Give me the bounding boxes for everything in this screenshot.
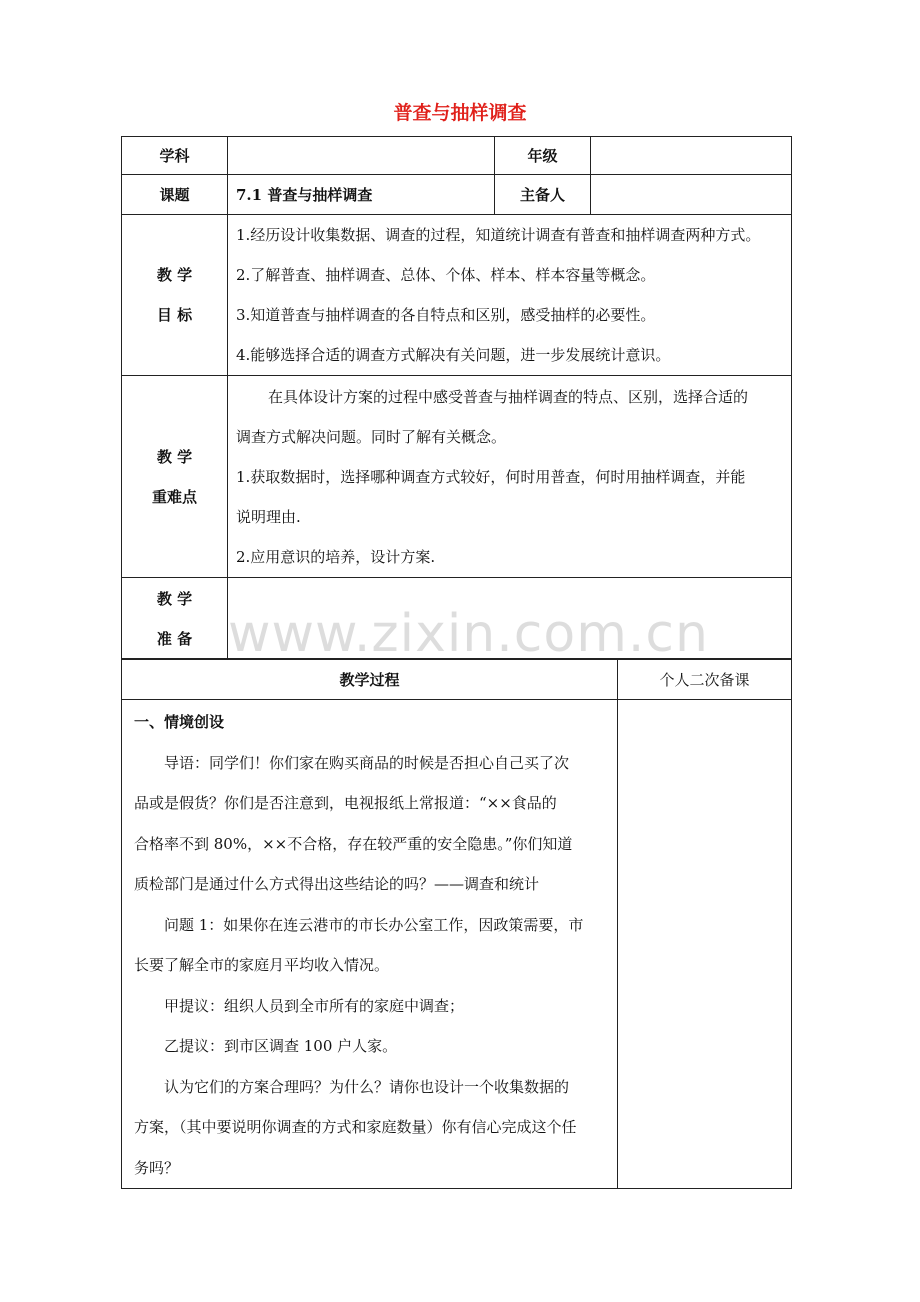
side-notes-header: 个人二次备课 [618,659,792,700]
process-content [122,700,618,1189]
process-line: 认为它们的方案合理吗？为什么？请你也设计一个收集数据的 [164,1077,570,1096]
objectives-label [122,215,228,376]
grade-value [591,137,792,175]
watermark: www.zixin.com.cn [228,604,709,664]
process-line: 导语：同学们！你们家在购买商品的时候是否担心自己买了次 [164,753,570,772]
side-notes-cell [618,700,792,1189]
objectives-content [228,215,792,376]
preparation-label-line1: 教 学 [156,589,193,608]
topic-label: 课题 [122,175,228,215]
key-point-line: 调查方式解决问题。同时了解有关概念。 [236,427,507,446]
key-points-label [122,376,228,578]
preparation-label-line2: 准 备 [156,629,193,648]
process-line: 乙提议：到市区调查 100 户人家。 [164,1037,398,1055]
process-table [121,658,792,1189]
objectives-label-line2: 目 标 [156,306,193,324]
key-point-line: 在具体设计方案的过程中感受普查与抽样调查的特点、区别，选择合适的 [268,387,749,406]
key-points-label-line1: 教 学 [156,447,193,466]
objective-item: 3.知道普查与抽样调查的各自特点和区别，感受抽样的必要性。 [236,306,656,324]
process-line: 方案，（其中要说明你调查的方式和家庭数量）你有信心完成这个任 [134,1118,577,1136]
subject-value [228,137,495,175]
topic-value: 7.1 普查与抽样调查 [228,175,495,215]
subject-label: 学科 [122,137,228,175]
process-line: 甲提议：组织人员到全市所有的家庭中调查； [164,996,465,1015]
section-title: 一、情境创设 [134,713,225,731]
objectives-label-line1: 教 学 [156,266,193,284]
preparer-label: 主备人 [495,175,591,215]
process-header: 教学过程 [122,659,618,700]
objective-item: 4.能够选择合适的调查方式解决有关问题，进一步发展统计意识。 [236,346,671,364]
process-line: 质检部门是通过什么方式得出这些结论的吗？——调查和统计 [134,875,540,893]
key-point-line: 1.获取数据时，选择哪种调查方式较好，何时用普查，何时用抽样调查，并能 [236,467,746,486]
preparation-value [228,578,792,660]
key-points-label-line2: 重难点 [151,487,197,506]
process-line: 问题 1：如果你在连云港市的市长办公室工作，因政策需要，市 [164,915,584,934]
process-line: 合格率不到 80%，××不合格，存在较严重的安全隐患。”你们知道 [134,834,573,853]
grade-label: 年级 [495,137,591,175]
process-line: 务吗？ [134,1158,180,1177]
lesson-info-table [121,136,792,660]
objective-item: 2.了解普查、抽样调查、总体、个体、样本、样本容量等概念。 [236,266,656,284]
preparer-value [591,175,792,215]
key-point-line: 2.应用意识的培养，设计方案. [236,547,436,566]
document-title: 普查与抽样调查 [393,102,527,124]
preparation-label [122,578,228,660]
process-line: 品或是假货？你们是否注意到，电视报纸上常报道：“××食品的 [134,794,557,812]
objective-item: 1.经历设计收集数据、调查的过程，知道统计调查有普查和抽样调查两种方式。 [236,226,761,244]
process-line: 长要了解全市的家庭月平均收入情况。 [134,956,390,974]
key-point-line: 说明理由. [236,507,301,526]
key-points-content [228,376,792,578]
